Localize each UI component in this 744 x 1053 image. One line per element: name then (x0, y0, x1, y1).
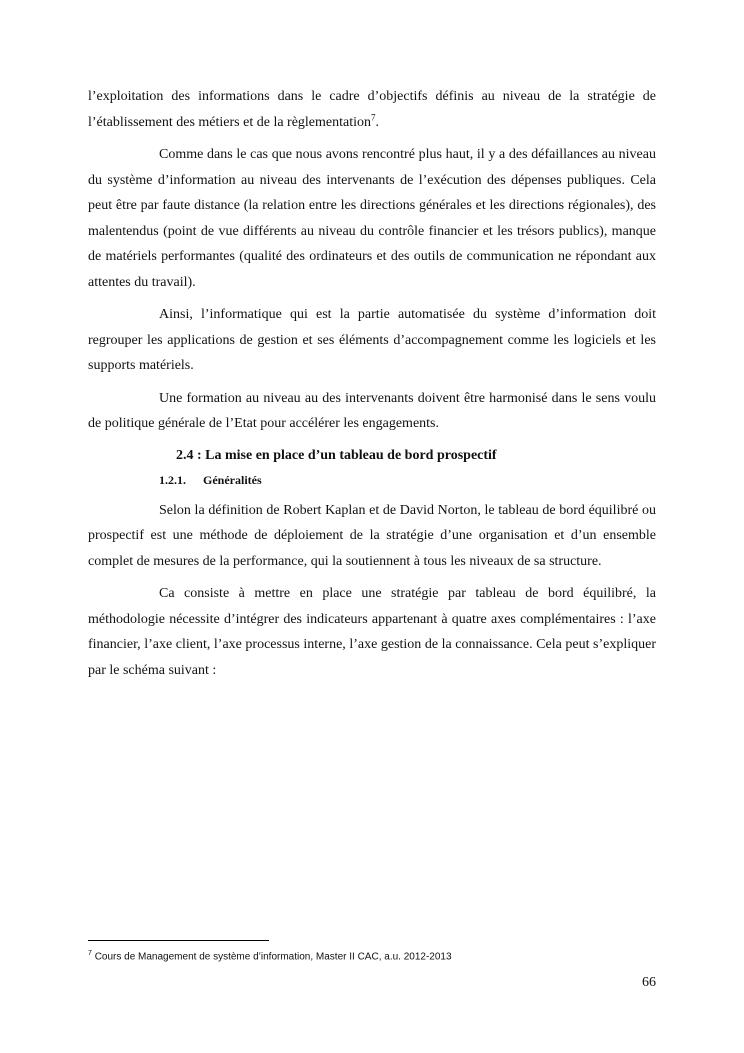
paragraph-1-text: l’exploitation des informations dans le cadre d’objectifs définis au niveau de la stratégie de l’établissement des métiers et de la règlementation (88, 89, 656, 130)
footnote-marker: 7 (88, 950, 92, 957)
footnote-separator (88, 940, 269, 941)
body-text (88, 84, 656, 690)
section-heading: 2.4 : La mise en place d’un tableau de bord prospectif (176, 447, 497, 463)
paragraph-4: Une formation au niveau au des intervenants doivent être harmonisé dans le sens voulu de politique générale de l’Etat pour accélérer les engagements. (88, 390, 656, 431)
paragraph-1-end: . (375, 114, 380, 130)
paragraph-1 (88, 84, 656, 135)
subsection-title: Généralités (203, 472, 262, 487)
paragraph-6: Ca consiste à mettre en place une stratégie par tableau de bord équilibré, la méthodologie nécessite d’intégrer des indicateurs appartenant à quatre axes complémentaires : l’axe financier, l’axe client, l’axe processus interne, l’axe gestion de la connaissance. Cela peut s’expliquer par le schéma suivant : (88, 586, 656, 678)
footnote-text: Cours de Management de système d’information, Master II CAC, a.u. 2012-2013 (94, 951, 452, 963)
footnote-reference: 7 (371, 111, 376, 122)
subsection-number: 1.2.1. (159, 472, 186, 487)
paragraph-3: Ainsi, l’informatique qui est la partie automatisée du système d’information doit regrouper les applications de gestion et ses éléments d’accompagnement comme les logiciels et les supports matériels. (88, 307, 656, 373)
subsection-heading (88, 468, 656, 492)
paragraph-2: Comme dans le cas que nous avons rencontré plus haut, il y a des défaillances au niveau du système d’information au niveau des intervenants de l’exécution des dépenses publiques. Cela peut être par faute distance (la relation entre les directions générales et les directions régionales), des malentendus (point de vue différents au niveau du contrôle financier et les trésors publics), manque de matériels performantes (qualité des ordinateurs et des outils de communication ne répondant aux attentes du travail). (88, 147, 656, 290)
footnote (88, 946, 656, 965)
page-number: 66 (642, 975, 656, 990)
paragraph-5: Selon la définition de Robert Kaplan et de David Norton, le tableau de bord équilibré ou prospectif est une méthode de déploiement de la stratégie d’une organisation et d’un ensemble complet de mesures de la performance, qui la soutiennent à tous les niveaux de sa structure. (88, 502, 656, 569)
